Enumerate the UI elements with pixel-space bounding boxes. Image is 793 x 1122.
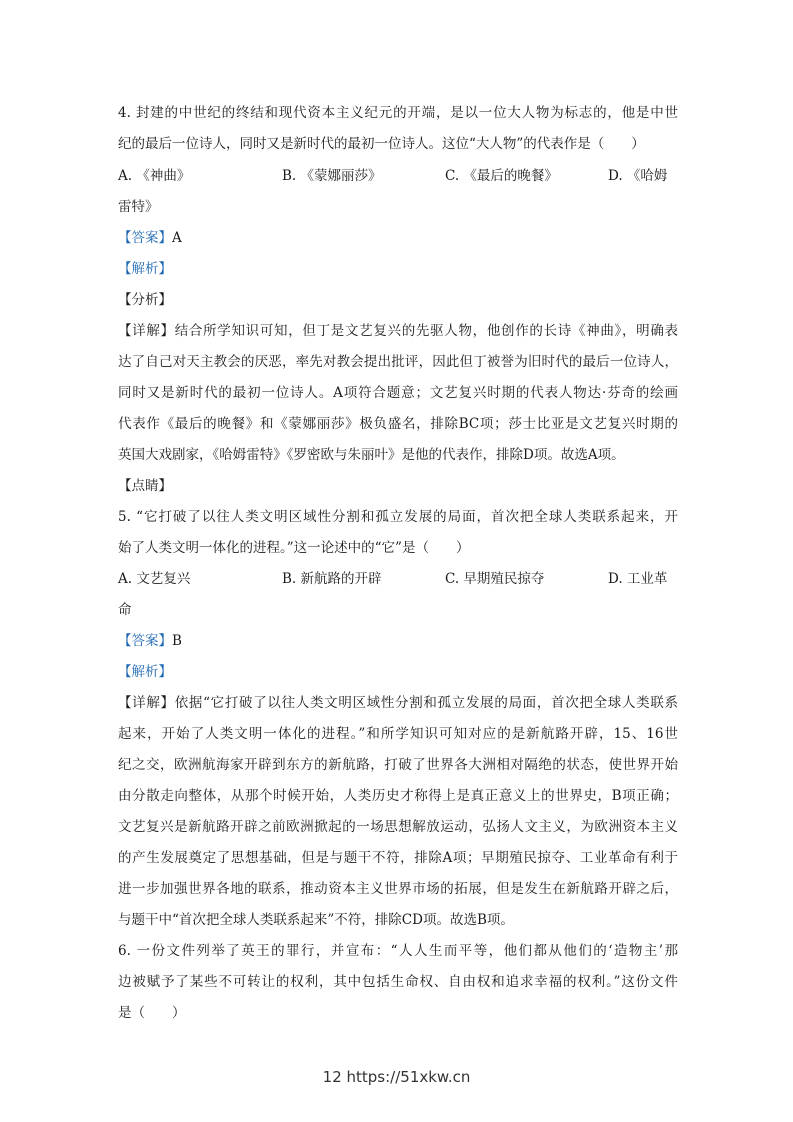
detail-line: 代表作《最后的晚餐》和《蒙娜丽莎》极负盛名，排除BC项；莎士比亚是文艺复兴时期的 (118, 416, 678, 432)
detail-line: 与题干中“首次把全球人类联系起来”不符，排除CD项。故选B项。 (118, 912, 514, 928)
detail-text: 结合所学知识可知，但丁是文艺复兴的先驱人物，他创作的长诗《神曲》，明确表 (174, 323, 679, 339)
detail-line (118, 321, 678, 341)
detail-line: 进一步加强世界各地的联系，推动资本主义世界市场的拓展，但是发生在新航路开辟之后， (118, 881, 678, 897)
dianjing-tag: 【点睛】 (118, 478, 172, 494)
detail-line: 文艺复兴是新航路开辟之前欧洲掀起的一场思想解放运动，弘扬人文主义，为欧洲资本主义 (118, 819, 678, 835)
question-6-line-2: 边被赋予了某些不可转让的权利，其中包括生命权、自由权和追求幸福的权利。”这份文件 (118, 974, 678, 990)
detail-line: 的产生发展奠定了思想基础，但是与题干不符，排除A项；早期殖民掠夺、工业革命有利于 (118, 850, 678, 866)
detail-line: 由分散走向整体，从那个时候开始，人类历史才称得上是真正意义上的世界史，B项正确； (118, 788, 678, 804)
answer-line (118, 631, 678, 651)
option-d: D. 《哈姆 (608, 168, 668, 184)
jiexi-tag: 【解析】 (118, 261, 172, 277)
detail-line: 达了自己对天主教会的厌恶，率先对教会提出批评，因此但丁被誉为旧时代的最后一位诗人， (118, 354, 678, 370)
option-d: D. 工业革 (608, 571, 668, 587)
answer-value: A (172, 230, 182, 246)
option-c: C. 早期殖民掠夺 (445, 571, 545, 587)
detail-text: 依据“它打破了以往人类文明区域性分割和孤立发展的局面，首次把全球人类联系 (174, 695, 679, 711)
answer-line (118, 228, 678, 248)
detail-line: 纪之交，欧洲航海家开辟到东方的新航路，打破了世界各大洲相对隔绝的状态，使世界开始 (118, 757, 678, 773)
jiexi-tag: 【解析】 (118, 664, 172, 680)
option-a: A. 《神曲》 (118, 168, 191, 184)
option-b: B. 《蒙娜丽莎》 (282, 168, 382, 184)
option-b: B. 新航路的开辟 (282, 571, 382, 587)
question-5-option-wrap: 命 (118, 602, 132, 618)
detail-line: 同时又是新时代的最初一位诗人。A项符合题意；文艺复兴时期的代表人物达·芬奇的绘画 (118, 385, 678, 401)
answer-tag: 【答案】 (118, 230, 172, 246)
option-a: A. 文艺复兴 (118, 571, 191, 587)
fenxi-tag: 【分析】 (118, 292, 172, 308)
question-6-line-1: 6. 一份文件列举了英王的罪行，并宣布：“人人生而平等，他们都从他们的‘造物主’那 (118, 943, 678, 959)
question-4-line-2: 纪的最后一位诗人，同时又是新时代的最初一位诗人。这位“大人物”的代表作是（ ） (118, 136, 645, 152)
detail-tag: 【详解】 (118, 323, 175, 339)
detail-line (118, 693, 678, 713)
question-4-option-wrap: 雷特》 (118, 199, 159, 215)
detail-tag: 【详解】 (118, 695, 175, 711)
question-5-line-1: 5. “它打破了以往人类文明区域性分割和孤立发展的局面，首次把全球人类联系起来，开 (118, 509, 678, 525)
question-6-line-3: 是（ ） (118, 1005, 186, 1021)
page-footer: 12 https://51xkw.cn (322, 1068, 471, 1086)
answer-tag: 【答案】 (118, 633, 172, 649)
answer-value: B (172, 633, 182, 649)
question-5-line-2: 始了人类文明一体化的进程。”这一论述中的“它”是（ ） (118, 540, 470, 556)
detail-line: 起来，开始了人类文明一体化的进程。”和所学知识可知对应的是新航路开辟，15、16世 (118, 726, 678, 742)
question-4-line-1: 4. 封建的中世纪的终结和现代资本主义纪元的开端，是以一位大人物为标志的，他是中世 (118, 105, 678, 121)
option-c: C. 《最后的晚餐》 (445, 168, 558, 184)
detail-line: 英国大戏剧家，《哈姆雷特》《罗密欧与朱丽叶》是他的代表作，排除D项。故选A项。 (118, 447, 625, 463)
